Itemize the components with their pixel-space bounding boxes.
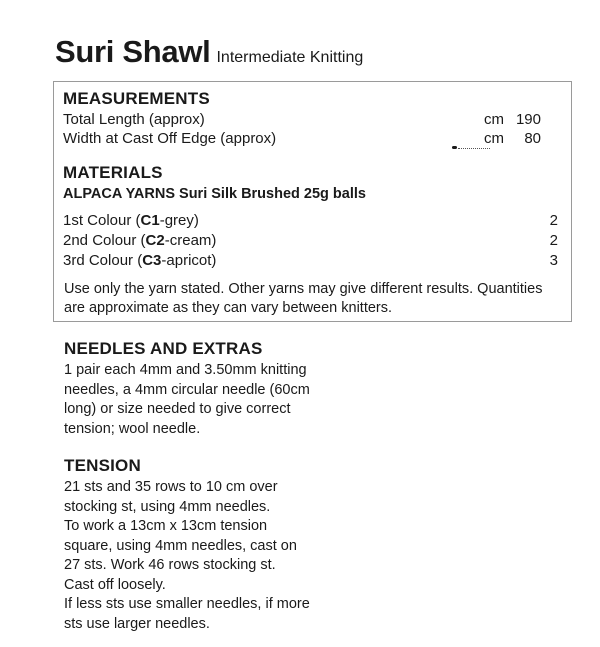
colour-label-3: 3rd Colour (C3-apricot) bbox=[63, 252, 217, 269]
materials-heading: MATERIALS bbox=[63, 163, 163, 182]
measurements-heading: MEASUREMENTS bbox=[63, 89, 210, 108]
measurement-label-length: Total Length (approx) bbox=[63, 111, 205, 128]
tension-line: To work a 13cm x 13cm tension bbox=[64, 518, 268, 534]
materials-note bbox=[64, 280, 564, 318]
tension-line: Cast off loosely. bbox=[64, 576, 166, 593]
measurement-label-width: Width at Cast Off Edge (approx) bbox=[63, 130, 277, 147]
colour-value-1: 2 bbox=[549, 212, 558, 229]
materials-note-line-1: Use only the yarn stated. Other yarns may give different results. Quantities bbox=[64, 281, 543, 297]
tension-line: sts use larger needles. bbox=[64, 615, 210, 632]
tension-line: 21 sts and 35 rows to 10 cm over bbox=[64, 479, 278, 495]
colour-value-2: 2 bbox=[549, 232, 558, 249]
measurement-unit-width: cm bbox=[484, 130, 504, 147]
tension-line: 27 sts. Work 46 rows stocking st. bbox=[64, 557, 276, 573]
tension-line: square, using 4mm needles, cast on bbox=[64, 537, 297, 554]
needles-line: needles, a 4mm circular needle (60cm bbox=[64, 381, 310, 398]
tension-heading: TENSION bbox=[64, 456, 141, 475]
colour-label-2: 2nd Colour (C2-cream) bbox=[63, 232, 217, 249]
needles-line: long) or size needed to give correct bbox=[64, 401, 291, 417]
yarn-name: ALPACA YARNS Suri Silk Brushed 25g balls bbox=[63, 186, 366, 202]
dotted-mark bbox=[458, 148, 490, 149]
materials-note-line-2: are approximate as they can vary between knitters. bbox=[64, 300, 393, 316]
colour-value-3: 3 bbox=[549, 252, 558, 269]
ink-mark bbox=[452, 146, 457, 149]
measurement-unit-length: cm bbox=[484, 111, 504, 128]
tension-text bbox=[64, 478, 310, 634]
needles-line: 1 pair each 4mm and 3.50mm knitting bbox=[64, 362, 307, 378]
needles-text bbox=[64, 361, 310, 439]
colour-label-1: 1st Colour (C1-grey) bbox=[63, 212, 199, 229]
title-row bbox=[55, 34, 363, 70]
tension-line: If less sts use smaller needles, if more bbox=[64, 596, 310, 612]
page-title: Suri Shawl bbox=[55, 34, 211, 69]
page-subtitle: Intermediate Knitting bbox=[216, 49, 364, 66]
needles-line: tension; wool needle. bbox=[64, 420, 201, 437]
needles-heading: NEEDLES AND EXTRAS bbox=[64, 339, 263, 358]
tension-line: stocking st, using 4mm needles. bbox=[64, 498, 271, 515]
measurements-materials-box bbox=[53, 81, 572, 322]
measurement-value-length: 190 bbox=[515, 111, 541, 128]
measurement-value-width: 80 bbox=[524, 130, 541, 147]
